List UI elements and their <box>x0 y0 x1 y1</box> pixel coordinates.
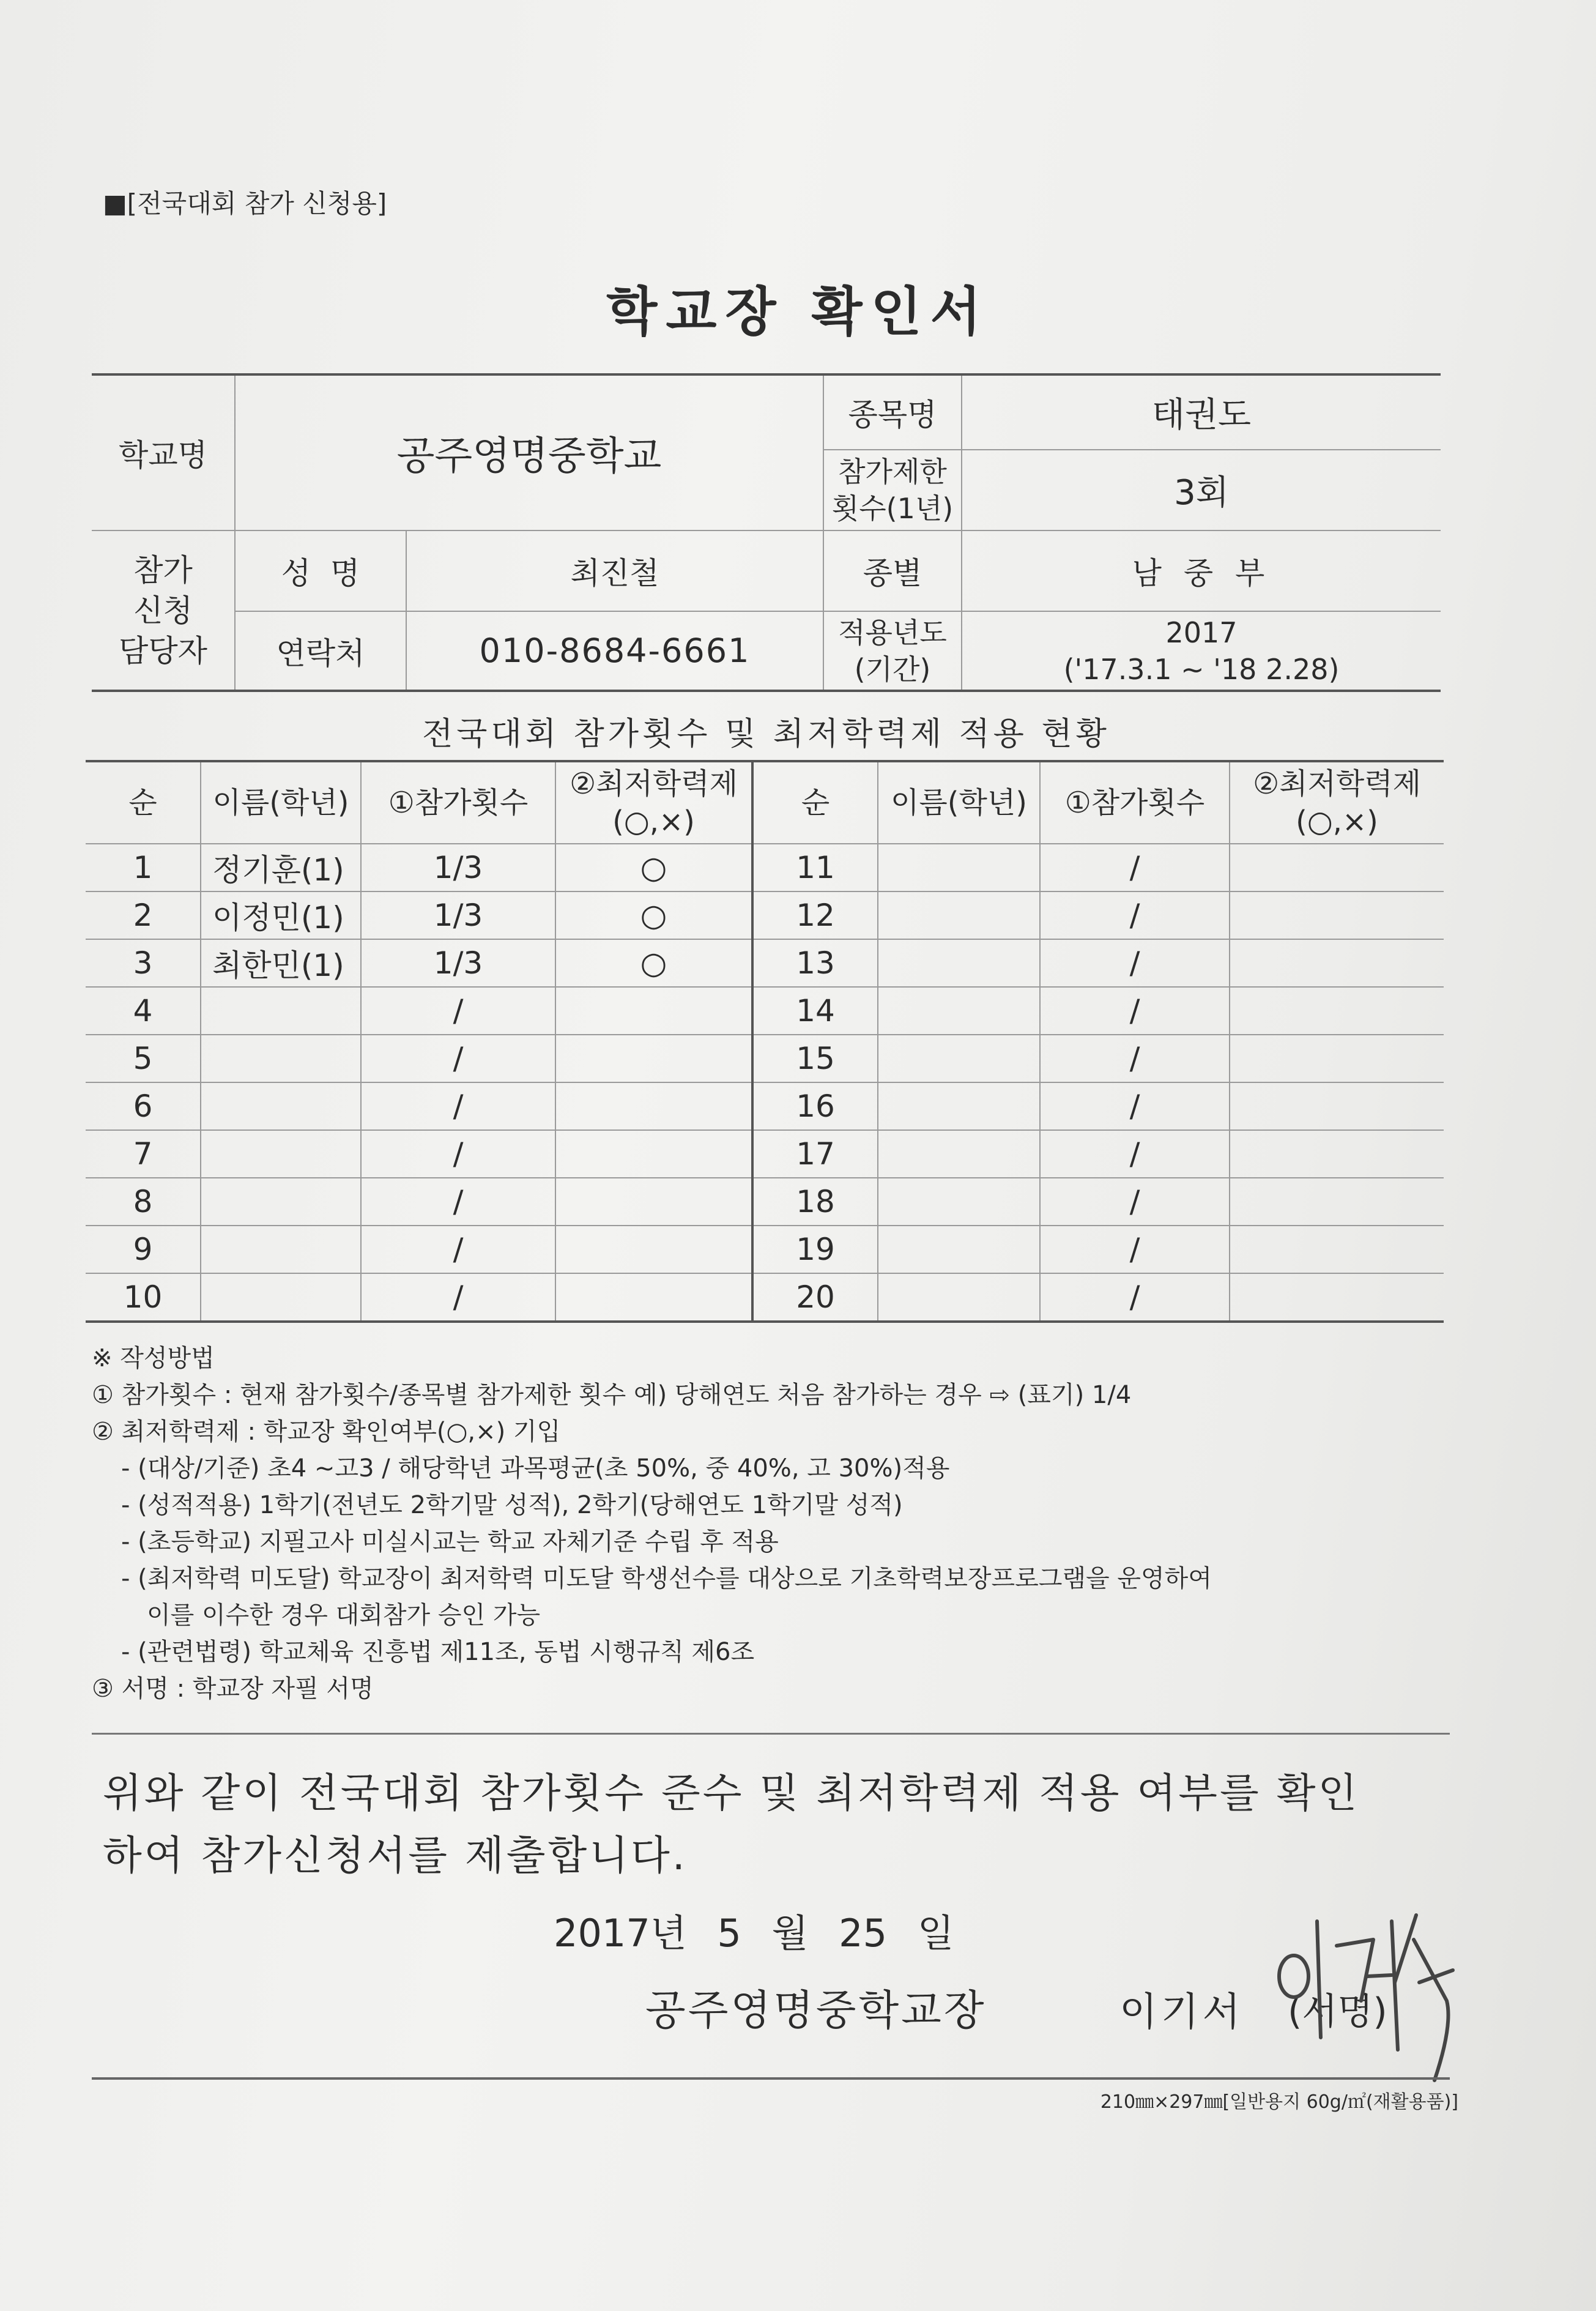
participation-limit-value: 3회 <box>962 450 1441 530</box>
row-name-left <box>201 1178 361 1226</box>
principal-name: 이기서 <box>1119 1990 1244 2035</box>
form-usage-note: ■[전국대회 참가 신청용] <box>103 188 387 218</box>
row-count-left: / <box>361 1082 555 1130</box>
instruction-minimum-academic: ② 최저학력제 : 학교장 확인여부(○,×) 기입 <box>92 1418 561 1446</box>
row-no-left: 10 <box>86 1273 201 1322</box>
row-academic-left: ○ <box>555 844 752 891</box>
row-academic-right <box>1230 987 1444 1035</box>
row-count-right: / <box>1040 1226 1230 1273</box>
divider-top <box>92 1733 1450 1735</box>
category-label: 종별 <box>823 530 962 611</box>
applicable-year-value <box>962 611 1441 691</box>
applicable-year-value-line1: 2017 <box>1165 616 1238 649</box>
table-row <box>86 987 1444 1035</box>
row-name-right <box>878 1273 1040 1322</box>
row-count-left: / <box>361 1273 555 1322</box>
row-count-left: / <box>361 1035 555 1082</box>
row-no-right: 17 <box>752 1130 878 1178</box>
row-academic-left <box>555 987 752 1035</box>
row-no-left: 9 <box>86 1226 201 1273</box>
instruction-participation-count: ① 참가횟수 : 현재 참가횟수/종목별 참가제한 횟수 예) 당해연도 처음 참가하는 경우 ⇨ (표기) 1/4 <box>92 1381 1132 1409</box>
row-name-left <box>201 1035 361 1082</box>
row-count-left: 1/3 <box>361 939 555 987</box>
row-no-left: 7 <box>86 1130 201 1178</box>
row-academic-right <box>1230 1273 1444 1322</box>
row-academic-left <box>555 1035 752 1082</box>
row-name-right <box>878 1226 1040 1273</box>
manager-name-value: 최진철 <box>406 530 823 611</box>
table-row <box>86 891 1444 939</box>
row-count-left: / <box>361 1178 555 1226</box>
instruction-sub-law: - (관련법령) 학교체육 진흥법 제11조, 동법 시행규칙 제6조 <box>121 1638 755 1666</box>
row-no-right: 15 <box>752 1035 878 1082</box>
participation-status-table <box>86 760 1444 1323</box>
applicable-year-label-line2: (기간) <box>854 652 931 686</box>
row-no-right: 16 <box>752 1082 878 1130</box>
row-no-right: 14 <box>752 987 878 1035</box>
row-count-left: 1/3 <box>361 891 555 939</box>
row-academic-right <box>1230 1178 1444 1226</box>
row-name-left <box>201 1082 361 1130</box>
table-row <box>86 844 1444 891</box>
header-no-left: 순 <box>86 761 201 844</box>
signature-stroke-4 <box>1392 1921 1398 2050</box>
signature-stroke-1 <box>1279 1956 1308 1997</box>
participation-status-body <box>86 761 1444 1322</box>
applicant-label <box>92 530 235 691</box>
row-no-left: 3 <box>86 939 201 987</box>
table-row <box>86 1082 1444 1130</box>
row-no-right: 20 <box>752 1273 878 1322</box>
contact-value: 010-8684-6661 <box>406 611 823 691</box>
row-name-left <box>201 1130 361 1178</box>
row-name-right <box>878 891 1040 939</box>
applicable-year-label-line1: 적용년도 <box>838 616 947 649</box>
row-academic-right <box>1230 844 1444 891</box>
row-academic-right <box>1230 1035 1444 1082</box>
signature-label: (서명) <box>1288 1990 1387 2033</box>
applicant-label-line3: 담당자 <box>119 633 207 669</box>
instruction-sub-not-met-cont: 이를 이수한 경우 대회참가 승인 가능 <box>147 1601 541 1629</box>
row-count-right: / <box>1040 1273 1230 1322</box>
row-no-left: 8 <box>86 1178 201 1226</box>
table-row <box>86 1273 1444 1322</box>
contact-label: 연락처 <box>235 611 406 691</box>
header-no-right: 순 <box>752 761 878 844</box>
row-no-left: 5 <box>86 1035 201 1082</box>
row-academic-right <box>1230 1082 1444 1130</box>
row-no-right: 19 <box>752 1226 878 1273</box>
school-name-label <box>92 374 235 530</box>
row-no-left: 4 <box>86 987 201 1035</box>
principal-school-name: 공주영명중학교장 <box>645 1987 987 2035</box>
row-count-right: / <box>1040 844 1230 891</box>
instruction-sub-not-met: - (최저학력 미도달) 학교장이 최저학력 미도달 학생선수를 대상으로 기초학력보장프로그램을 운영하여 <box>121 1565 1212 1593</box>
table-row <box>86 1178 1444 1226</box>
row-name-right <box>878 987 1040 1035</box>
row-academic-right <box>1230 939 1444 987</box>
instruction-sub-grades: - (성적적용) 1학기(전년도 2학기말 성적), 2학기(당해연도 1학기말 성적) <box>121 1491 903 1519</box>
instruction-sub-target: - (대상/기준) 초4 ~고3 / 해당학년 과목평균(초 50%, 중 40%, 고 30%)적용 <box>121 1454 950 1483</box>
row-name-right <box>878 1035 1040 1082</box>
row-count-left: / <box>361 1130 555 1178</box>
header-academic-left-line1: ②최저학력제 <box>570 767 738 801</box>
row-name-right <box>878 939 1040 987</box>
row-name-left <box>201 1226 361 1273</box>
table-row <box>86 939 1444 987</box>
row-count-right: / <box>1040 939 1230 987</box>
row-name-left: 이정민(1) <box>201 891 361 939</box>
manager-name-label: 성 명 <box>235 530 406 611</box>
row-count-right: / <box>1040 1130 1230 1178</box>
table-row <box>86 1035 1444 1082</box>
row-count-left: / <box>361 1226 555 1273</box>
participation-limit-label-line1: 참가제한 <box>838 455 947 488</box>
row-no-left: 2 <box>86 891 201 939</box>
instruction-signature: ③ 서명 : 학교장 자필 서명 <box>92 1675 374 1703</box>
category-value: 남 중 부 <box>962 530 1441 611</box>
row-name-right <box>878 1082 1040 1130</box>
row-name-left <box>201 987 361 1035</box>
writing-instructions <box>92 1340 1468 1707</box>
table-row <box>86 1226 1444 1273</box>
header-academic-left <box>555 761 752 844</box>
row-count-left: / <box>361 987 555 1035</box>
row-count-right: / <box>1040 1178 1230 1226</box>
table-header-row <box>86 761 1444 844</box>
row-academic-left <box>555 1130 752 1178</box>
school-info-table <box>92 373 1441 692</box>
document-title: 학교장 확인서 <box>606 281 990 343</box>
signature-stroke-5 <box>1395 1915 1449 2080</box>
row-name-right <box>878 1130 1040 1178</box>
row-no-left: 6 <box>86 1082 201 1130</box>
school-name-value: 공주영명중학교 <box>235 374 823 530</box>
row-academic-left <box>555 1273 752 1322</box>
header-academic-left-line2: (○,×) <box>612 805 695 839</box>
header-count-right: ①참가횟수 <box>1040 761 1230 844</box>
header-name-left: 이름(학년) <box>201 761 361 844</box>
row-name-left: 최한민(1) <box>201 939 361 987</box>
divider-bottom <box>92 2077 1450 2080</box>
row-academic-right <box>1230 1130 1444 1178</box>
participation-limit-label-line2: 횟수(1년) <box>831 492 954 525</box>
instructions-heading: ※ 작성방법 <box>92 1344 215 1372</box>
row-count-right: / <box>1040 1082 1230 1130</box>
signature-stroke-3 <box>1337 1940 1392 2001</box>
row-count-left: 1/3 <box>361 844 555 891</box>
row-name-left: 정기훈(1) <box>201 844 361 891</box>
applicant-label-line2: 신청 <box>133 592 193 628</box>
row-academic-left: ○ <box>555 891 752 939</box>
confirmation-date: 2017년 5 월 25 일 <box>554 1911 954 1956</box>
header-academic-right <box>1230 761 1444 844</box>
header-name-right: 이름(학년) <box>878 761 1040 844</box>
row-name-right <box>878 1178 1040 1226</box>
row-no-right: 12 <box>752 891 878 939</box>
participation-status-title: 전국대회 참가횟수 및 최저학력제 적용 현황 <box>422 716 1110 753</box>
header-count-left: ①참가횟수 <box>361 761 555 844</box>
row-no-left: 1 <box>86 844 201 891</box>
applicable-year-value-line2: ('17.3.1 ~ '18 2.28) <box>1063 652 1340 686</box>
applicant-label-line1: 참가 <box>133 552 193 588</box>
row-count-right: / <box>1040 891 1230 939</box>
instruction-sub-elementary: - (초등학교) 지필고사 미실시교는 학교 자체기준 수립 후 적용 <box>121 1528 779 1556</box>
event-value: 태권도 <box>962 374 1441 450</box>
row-academic-right <box>1230 891 1444 939</box>
row-name-left <box>201 1273 361 1322</box>
row-academic-left <box>555 1226 752 1273</box>
header-academic-right-line2: (○,×) <box>1296 805 1378 839</box>
row-count-right: / <box>1040 987 1230 1035</box>
confirmation-statement: 위와 같이 전국대회 참가횟수 준수 및 최저학력제 적용 여부를 확인 하여 참가신청서를 제출합니다. <box>103 1770 1360 1879</box>
signature-stroke-2 <box>1317 1921 1321 2037</box>
row-academic-right <box>1230 1226 1444 1273</box>
row-academic-left: ○ <box>555 939 752 987</box>
row-count-right: / <box>1040 1035 1230 1082</box>
row-academic-left <box>555 1178 752 1226</box>
row-name-right <box>878 844 1040 891</box>
row-no-right: 11 <box>752 844 878 891</box>
header-academic-right-line1: ②최저학력제 <box>1253 767 1421 801</box>
school-name-label-text: 학교명 <box>119 437 207 473</box>
row-academic-left <box>555 1082 752 1130</box>
row-no-right: 18 <box>752 1178 878 1226</box>
handwritten-signature <box>1269 1909 1471 2093</box>
row-no-right: 13 <box>752 939 878 987</box>
paper-spec: 210㎜×297㎜[일반용지 60g/㎡(재활용품)] <box>1100 2091 1458 2113</box>
table-row <box>86 1130 1444 1178</box>
participation-limit-label <box>823 450 962 530</box>
applicable-year-label <box>823 611 962 691</box>
event-label: 종목명 <box>823 374 962 450</box>
